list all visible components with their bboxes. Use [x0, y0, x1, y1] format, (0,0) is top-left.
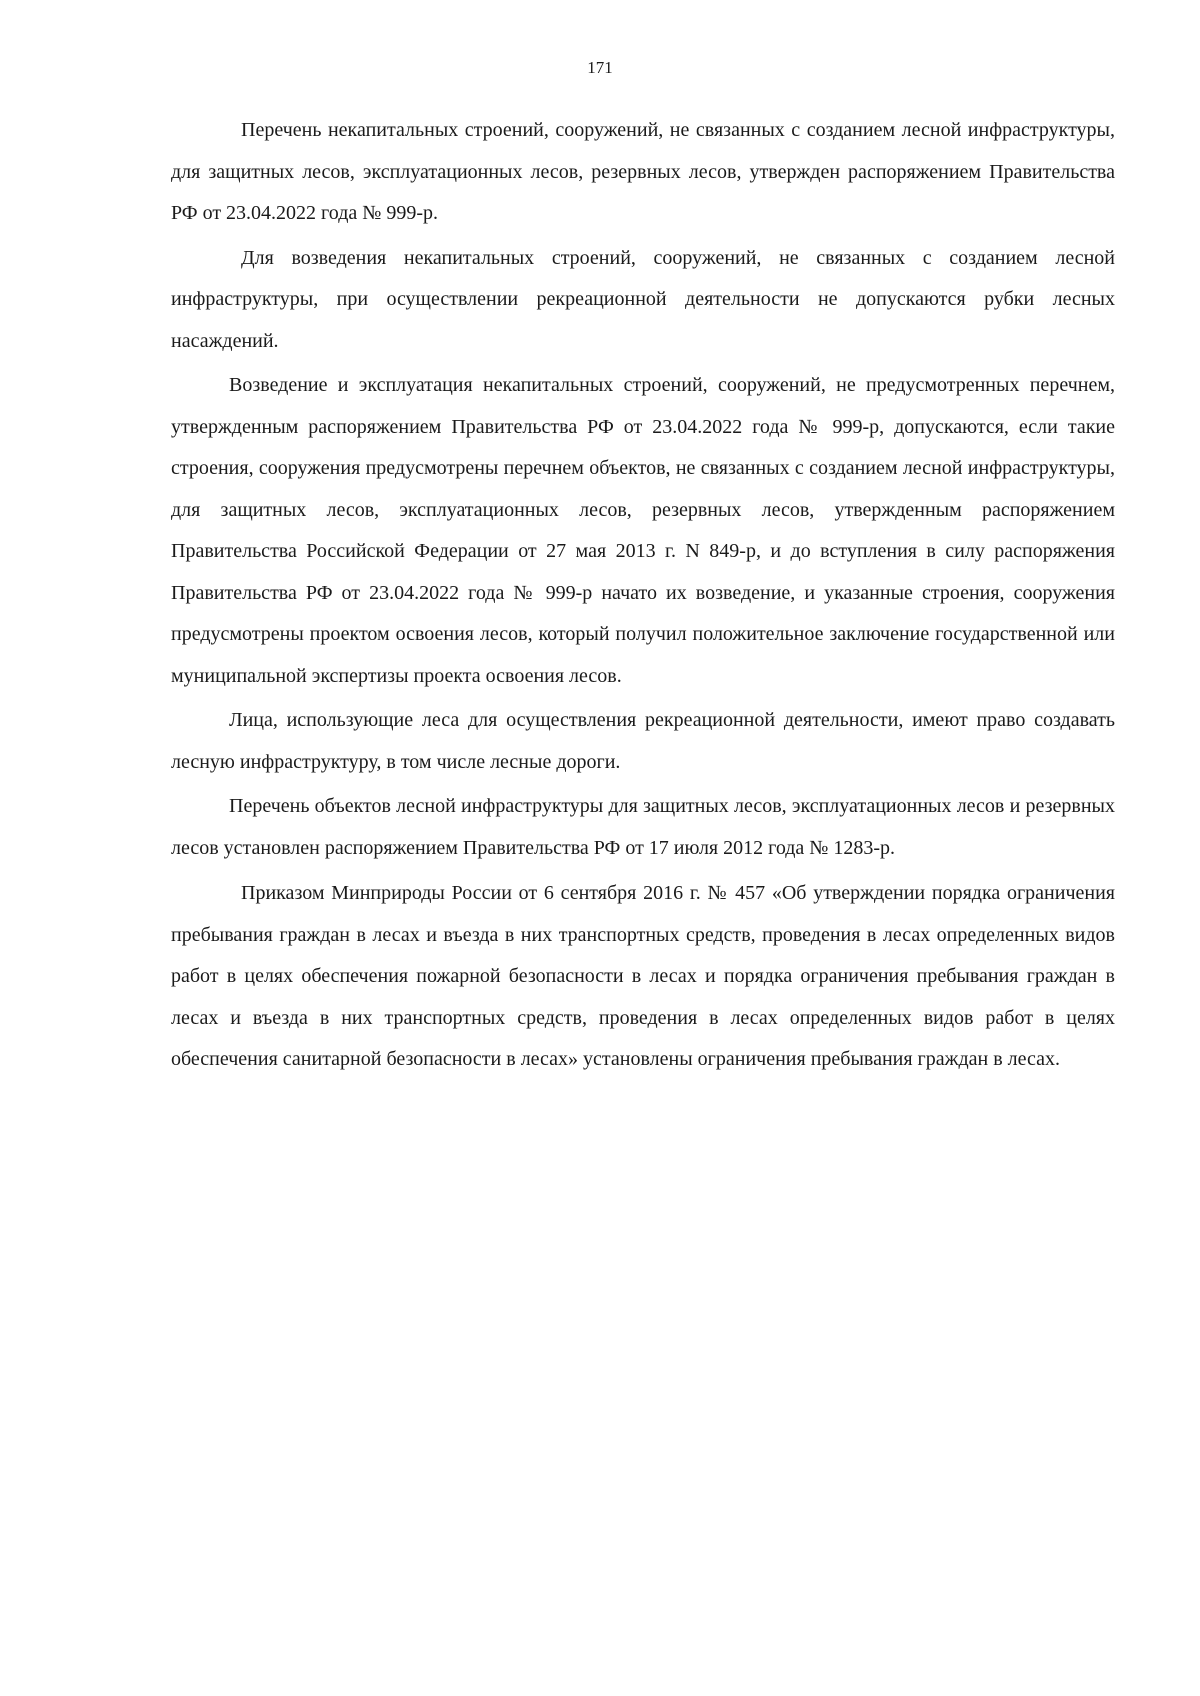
paragraph-5: Перечень объектов лесной инфраструктуры для защитных лесов, эксплуатационных лесов и резервных лесов установлен распоряжением Правительства РФ от 17 июля 2012 года № 1283-р. — [171, 795, 1115, 859]
paragraph-1: Перечень некапитальных строений, сооружений, не связанных с созданием лесной инфраструктуры, для защитных лесов, эксплуатационных лесов, резервных лесов, утвержден распоряжением Правительства РФ от 23.04.2022 года № 999-р. — [171, 119, 1115, 224]
paragraph-6: Приказом Минприроды России от 6 сентября 2016 г. № 457 «Об утверждении порядка ограничения пребывания граждан в лесах и въезда в них транспортных средств, проведения в лесах определенных видов работ в целях обеспечения пожарной безопасности в лесах и порядка ограничения пребывания граждан в лесах и въезда в них транспортных средств, проведения в лесах определенных видов работ в целях обеспечения санитарной безопасности в лесах» установлены ограничения пребывания граждан в лесах. — [171, 882, 1115, 1070]
paragraph-4: Лица, использующие леса для осуществления рекреационной деятельности, имеют право создавать лесную инфраструктуру, в том числе лесные дороги. — [171, 709, 1115, 773]
paragraph-2: Для возведения некапитальных строений, сооружений, не связанных с созданием лесной инфраструктуры, при осуществлении рекреационной деятельности не допускаются рубки лесных насаждений. — [171, 246, 1115, 352]
page-number: 171 — [587, 58, 613, 77]
document-body — [171, 110, 1115, 1083]
paragraph-3: Возведение и эксплуатация некапитальных строений, сооружений, не предусмотренных перечнем, утвержденным распоряжением Правительства РФ от 23.04.2022 года № 999-р, допускаются, если такие строения, сооружения предусмотрены перечнем объектов, не связанных с созданием лесной инфраструктуры, для защитных лесов, эксплуатационных лесов, резервных лесов, утвержденным распоряжением Правительства Российской Федерации от 27 мая 2013 г. N 849-р, и до вступления в силу распоряжения Правительства РФ от 23.04.2022 года № 999-р начато их возведение, и указанные строения, сооружения предусмотрены проектом освоения лесов, который получил положительное заключение государственной или муниципальной экспертизы проекта освоения лесов. — [171, 374, 1115, 687]
